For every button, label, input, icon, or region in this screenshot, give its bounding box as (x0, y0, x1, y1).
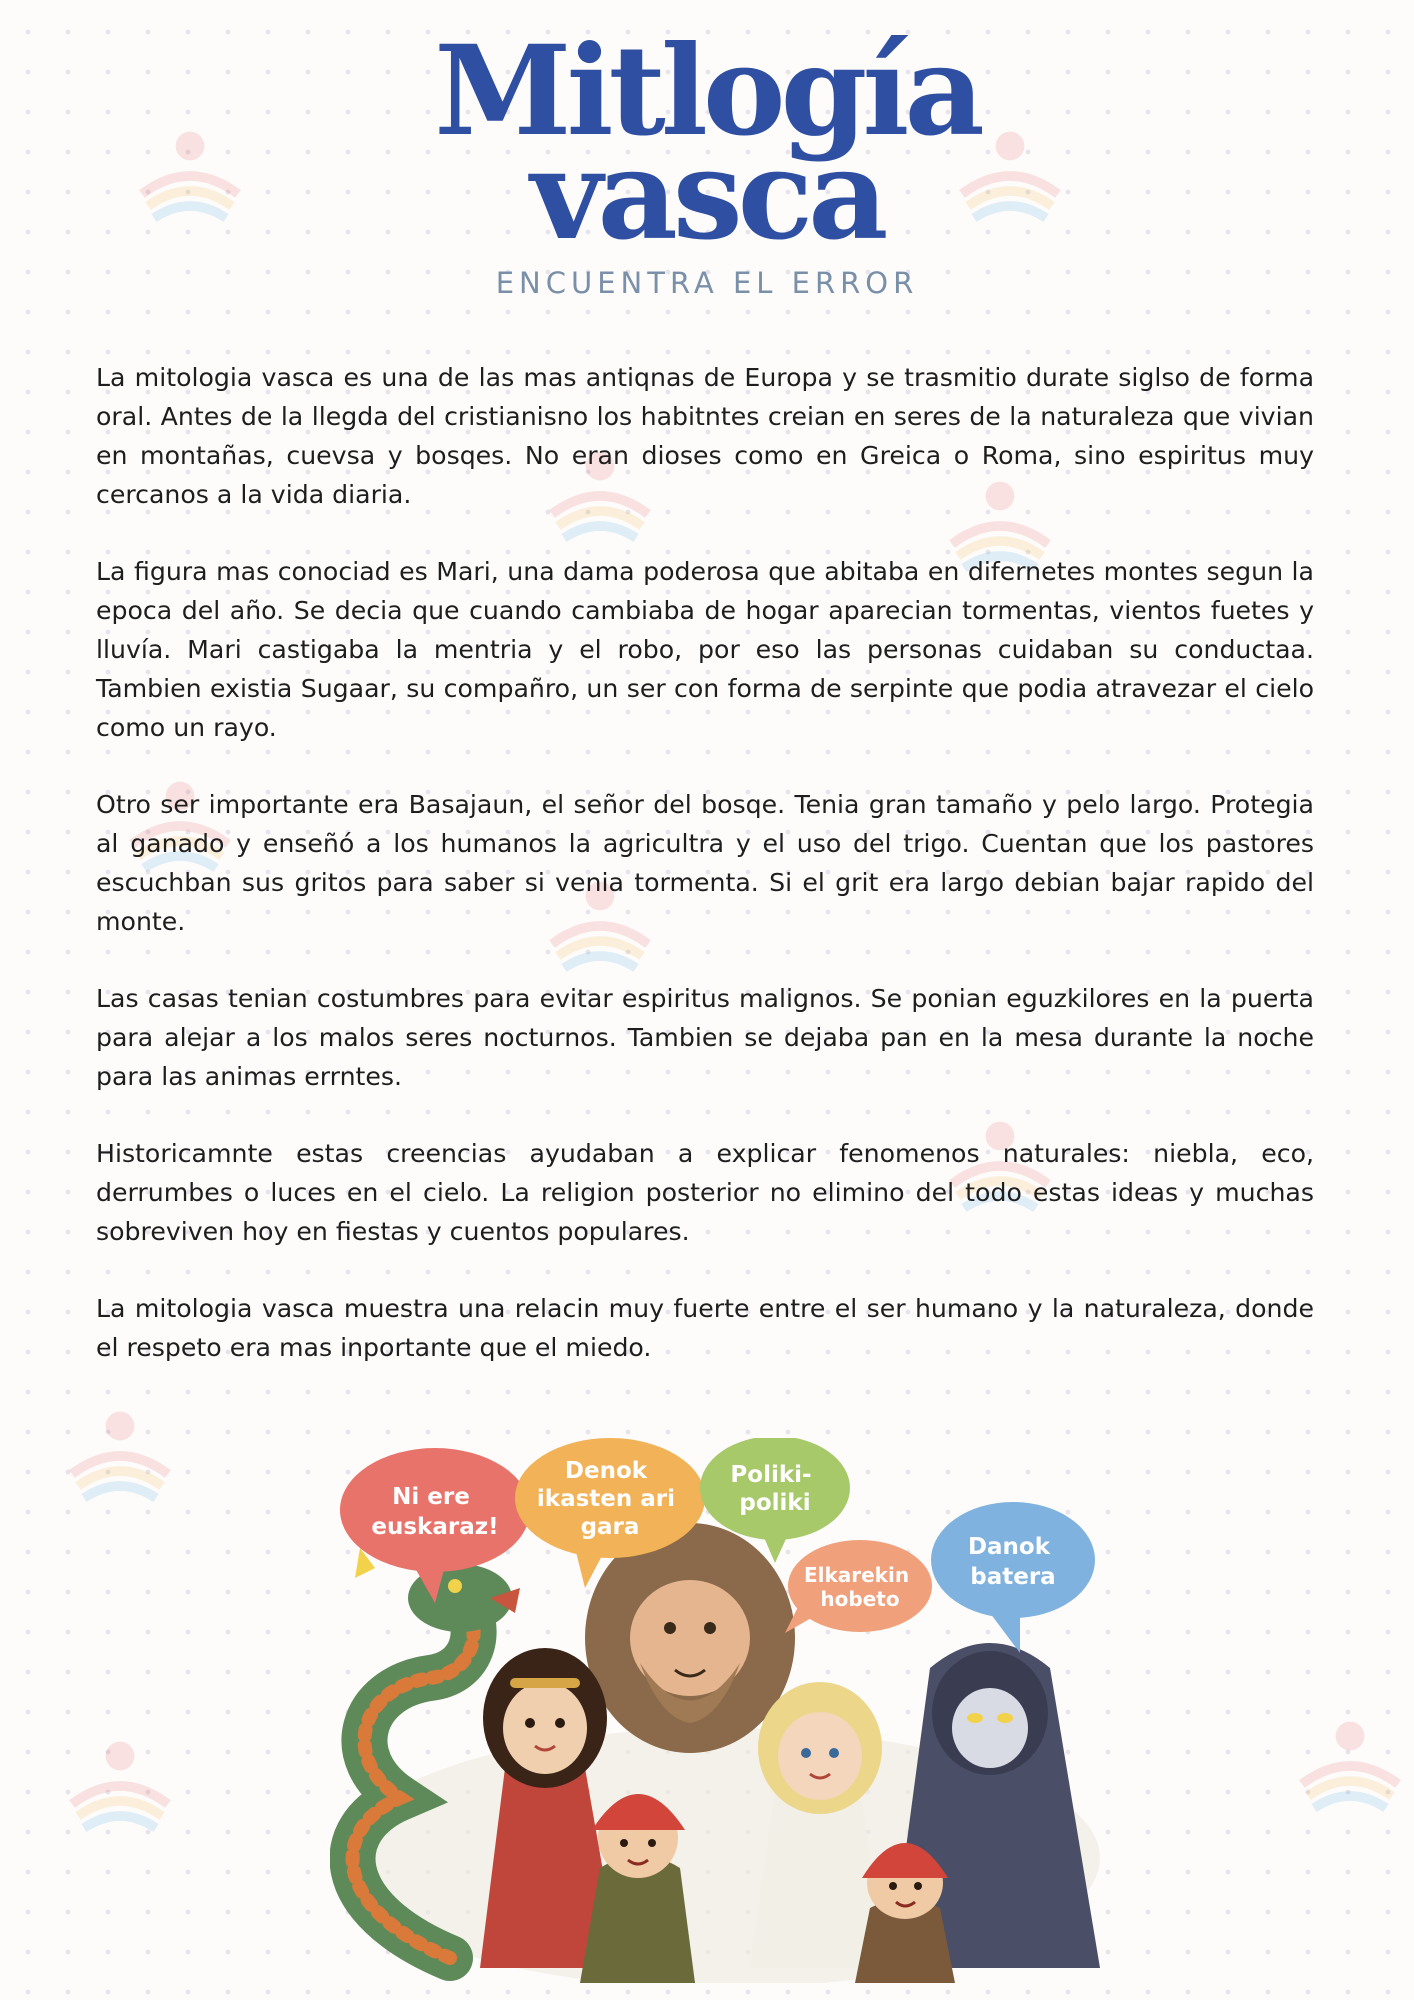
speech-bubble (931, 1502, 1095, 1653)
paragraph-intro: La mitologia vasca es una de las mas antiqnas de Europa y se trasmitio durate siglso de forma oral. Antes de la llegda del cristianisno los habitntes creian en seres de la naturaleza que vivian en montañas, cuevsa y bosqes. No eran dioses como en Greica o Roma, sino espiritus muy cercanos a la vida diaria. (96, 363, 1314, 509)
bubble-text: Elkarekin hobeto (803, 1563, 910, 1611)
page-subtitle: ENCUENTRA EL ERROR (495, 266, 919, 300)
bubble-text: Ni ere euskaraz! (371, 1484, 499, 1540)
watermark-logo (60, 1390, 180, 1510)
article-body (96, 358, 1314, 1405)
watermark-logo (60, 1720, 180, 1840)
bubble-text: Poliki- poliki (730, 1462, 812, 1516)
mythology-characters-illustration (330, 1438, 1110, 1983)
paragraph-customs: Las casas tenian costumbres para evitar espiritus malignos. Se ponian eguzkilores en la puerta para alejar a los malos seres nocturnos. Tambien se dejaba pan en la mesa durante la noche para las animas errntes. (96, 984, 1314, 1091)
gnome-character (580, 1794, 695, 1983)
page-title-line1: Mitlogía (434, 19, 980, 164)
watermark-logo (1290, 1700, 1410, 1820)
paragraph-history: Historicamnte estas creencias ayudaban a explicar fenomenos naturales: niebla, eco, derrumbes o luces en el cielo. La religion posterior no elimino del todo estas ideas y muchas sobreviven hoy en fiestas y cuentos populares. (96, 1139, 1314, 1246)
elf-character (750, 1682, 885, 1968)
paragraph-basajaun: Otro ser importante era Basajaun, el señor del bosqe. Tenia gran tamaño y pelo largo. Protegia al ganado y enseñó a los humanos la agricultra y el uso del trigo. Cuentan que los pastores escuchban sus gritos para saber si venia tormenta. Si el grit era largo debian bajar rapido del monte. (96, 790, 1314, 936)
page-header (0, 19, 1414, 300)
speech-bubble (785, 1540, 932, 1633)
bubble-text: Denok ikasten ari gara (536, 1458, 676, 1540)
paragraph-mari: La figura mas conociad es Mari, una dama poderosa que abitaba en difernetes montes segun la epoca del año. Se decia que cuando cambiaba de hogar aparecian tormentas, vientos fuetes y lluvía. Mari castigaba la mentria y el robo, por eso las personas cuidaban su conductaa. Tambien existia Sugaar, su compañro, un ser con forma de serpinte que podia atravezar el cielo como un rayo. (96, 557, 1314, 742)
page-title-line2: vasca (530, 123, 884, 268)
bubble-text: Danok batera (967, 1534, 1056, 1590)
paragraph-conclusion: La mitologia vasca muestra una relacin muy fuerte entre el ser humano y la naturaleza, donde el respeto era mas inportante que el miedo. (96, 1294, 1314, 1362)
